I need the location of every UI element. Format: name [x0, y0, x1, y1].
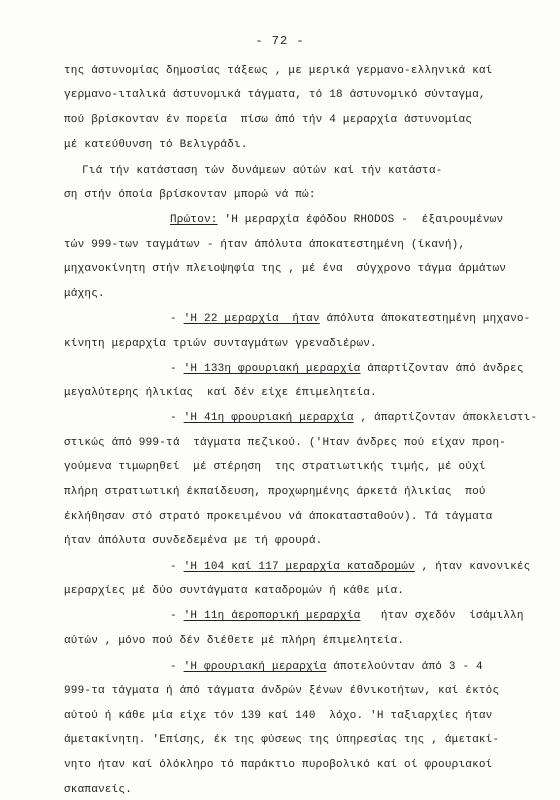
text-line: [170, 610, 524, 622]
text-segment: μέ κατεύθυνση τό Βελιγράδι.: [64, 139, 248, 151]
text-segment: άποτελούνταν άπό 3 - 4: [326, 661, 483, 673]
text-segment: αύτού ή κάθε μία είχε τόν 139 καί 140 λόχο. 'Η ταξιαρχίες ήταν: [64, 710, 493, 722]
text-segment: , άπαρτίζονταν άποκλειστι-: [353, 412, 538, 424]
text-segment: μεγαλύτερης ήλικίας καί δέν είχε έπιμελητεία.: [64, 387, 377, 399]
text-line: [64, 387, 377, 399]
text-line: [64, 65, 492, 77]
text-line: [64, 189, 316, 201]
underlined-heading: 'Η 11η άεροπορική μεραρχία: [183, 610, 361, 622]
text-segment: σκαπανείς.: [64, 784, 133, 796]
text-line: [64, 734, 499, 746]
text-segment: γούμενα τιμωρηθεί μέ στέρηση της στρατιωτικής τιμής, μέ ούχί: [64, 461, 486, 473]
text-segment: μηχανοκίνητη στήν πλειοψηφία της , μέ ένα σύγχρονο τάγμα άρμάτων: [64, 263, 507, 275]
text-segment: κίνητη μεραρχία τριών συνταγμάτων γρεναδιέρων.: [64, 338, 377, 350]
text-line: [64, 759, 492, 771]
text-segment: -: [170, 412, 184, 424]
text-segment: γερμανο-ιταλικά άστυνομικά τάγματα, τό 18 άστυνομικό σύνταγμα,: [64, 89, 486, 101]
text-segment: 999-τα τάγματα ή άπό τάγματα άνδρών ξένων έθνικοτήτων, καί έκτός: [64, 685, 500, 697]
text-line: [170, 661, 483, 673]
underlined-heading: 'Η 104 καί 117 μεραρχία καταδρομών: [183, 561, 415, 573]
text-line: [170, 313, 530, 325]
text-segment: -: [170, 610, 184, 622]
text-segment: -: [170, 561, 184, 573]
text-line: [64, 263, 506, 275]
text-line: [64, 486, 486, 498]
text-segment: της άστυνομίας δημοσίας τάξεως , με μερικά γερμανο-ελληνικά καί: [64, 65, 493, 77]
text-line: [64, 784, 132, 796]
underlined-heading: 'Η φρουριακή μεραρχία: [183, 661, 327, 673]
text-segment: ήταν σχεδόν ίσάμιλλη: [360, 610, 524, 622]
text-line: [64, 139, 248, 151]
text-line: [64, 511, 492, 523]
text-line: [170, 363, 524, 375]
text-line: [64, 437, 506, 449]
text-segment: -: [170, 661, 184, 673]
text-line: [64, 685, 499, 697]
text-line: [64, 461, 486, 473]
text-line: [64, 288, 105, 300]
text-line: [64, 239, 465, 251]
text-segment: πλήρη στρατιωτική έκπαίδευση, προχωρημένης άρκετά ήλικίας πού: [64, 486, 486, 498]
text-segment: ση στήν όποία βρίσκονταν μπορώ νά πώ:: [64, 189, 316, 201]
underlined-heading: 'Η 133η φρουριακή μεραρχία: [183, 363, 361, 375]
underlined-heading: 'Η 22 μεραρχία ήταν: [183, 313, 320, 325]
text-segment: αύτών , μόνο πού δέν διέθετε μέ πλήρη έπιμελητεία.: [64, 635, 405, 647]
text-line: [64, 114, 472, 126]
text-line: [170, 214, 503, 226]
text-line: [82, 165, 442, 177]
text-segment: νητο ήταν καί όλόκληρο τό παράκτιο πυροβολικό καί οί φρουριακοί: [64, 759, 493, 771]
text-line: [170, 412, 537, 424]
underlined-heading: 'Η 41η φρουριακή μεραρχία: [183, 412, 354, 424]
text-line: [170, 561, 530, 573]
text-line: [64, 89, 486, 101]
text-segment: , ήταν κανονικές: [414, 561, 531, 573]
text-segment: μάχης.: [64, 288, 105, 300]
text-segment: Γιά τήν κατάσταση τών δυνάμεων αύτών καί τήν κατάστα-: [82, 165, 443, 177]
text-segment: πού βρίσκονταν έν πορεία πίσω άπό τήν 4 μεραρχία άστυνομίας: [64, 114, 473, 126]
text-segment: άμετακίνητη. 'Επίσης, έκ της φύσεως της ύπηρεσίας της , άμετακί-: [64, 734, 500, 746]
text-line: [64, 710, 492, 722]
text-segment: -: [170, 363, 184, 375]
text-line: [64, 585, 404, 597]
text-segment: τών 999-των ταγμάτων - ήταν άπόλυτα άποκατεστημένη (ίκανή),: [64, 239, 466, 251]
text-segment: 'Η μεραρχία έφόδου RHODOS - έξαιρουμένων: [217, 214, 504, 226]
text-segment: στικώς άπό 999-τά τάγματα πεζικού. ('Ηταν άνδρες πού είχαν προη-: [64, 437, 507, 449]
text-line: [64, 338, 377, 350]
text-segment: έκλήθησαν στό στρατό προκειμένου νά άποκατασταθούν). Τά τάγματα: [64, 511, 493, 523]
underlined-heading: Πρώτον:: [170, 214, 218, 226]
text-segment: άπαρτίζονταν άπό άνδρες: [360, 363, 524, 375]
text-segment: -: [170, 313, 184, 325]
text-line: [64, 635, 404, 647]
text-segment: άπόλυτα άποκατεστημένη μηχανο-: [319, 313, 531, 325]
page-number: - 72 -: [255, 34, 305, 48]
text-segment: ήταν άπόλυτα συνδεδεμένα με τή φρουρά.: [64, 535, 323, 547]
text-segment: μεραρχίες μέ δύο συντάγματα καταδρομών ή κάθε μία.: [64, 585, 405, 597]
text-line: [64, 535, 322, 547]
